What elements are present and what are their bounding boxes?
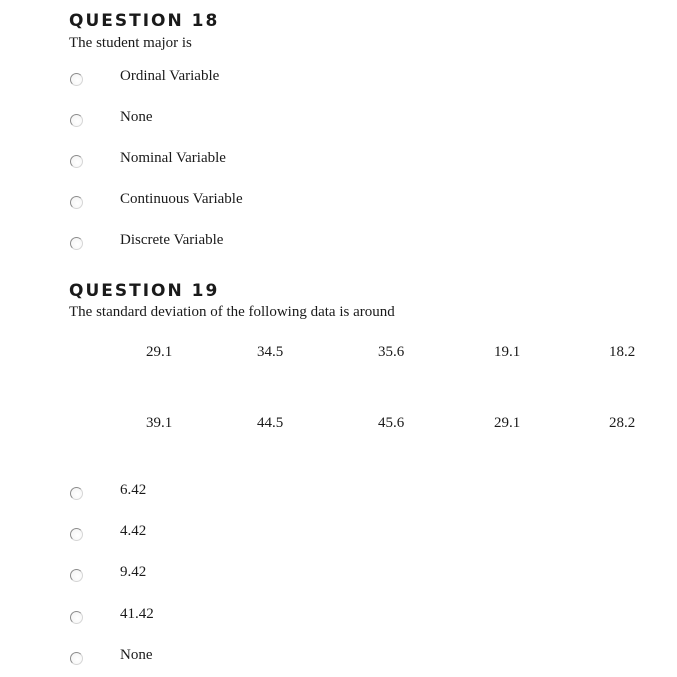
option-label: Continuous Variable [120,191,243,207]
radio-button[interactable] [70,569,83,582]
q18-option-discrete[interactable] [70,230,224,252]
q19-option-9-42[interactable] [70,562,147,584]
data-cell: 28.2 [609,415,636,431]
option-label: 41.42 [120,606,154,622]
option-label: 9.42 [120,564,147,580]
radio-button[interactable] [70,73,83,86]
data-cell: 18.2 [609,344,636,360]
data-cell: 39.1 [146,415,173,431]
q19-option-4-42[interactable] [70,521,147,543]
radio-button[interactable] [70,196,83,209]
radio-button[interactable] [70,528,83,541]
data-cell: 44.5 [257,415,284,431]
option-label: None [120,109,153,125]
radio-button[interactable] [70,114,83,127]
data-cell: 19.1 [494,344,521,360]
data-cell: 45.6 [378,415,405,431]
radio-button[interactable] [70,237,83,250]
option-label: Ordinal Variable [120,68,220,84]
question-19-text: The standard deviation of the following data is around [69,304,395,320]
option-label: Discrete Variable [120,232,224,248]
option-label: Nominal Variable [120,150,226,166]
option-label: None [120,647,153,663]
q18-option-continuous[interactable] [70,189,243,211]
q19-option-41-42[interactable] [70,604,154,626]
data-cell: 34.5 [257,344,284,360]
question-19-header: QUESTION 19 [69,281,220,301]
question-18-header: QUESTION 18 [69,11,220,31]
data-row-1 [0,344,677,362]
data-cell: 29.1 [146,344,173,360]
option-label: 4.42 [120,523,147,539]
q18-option-nominal[interactable] [70,148,226,170]
q19-option-6-42[interactable] [70,480,147,502]
q19-option-none[interactable] [70,645,153,667]
question-18-text: The student major is [69,35,192,51]
data-cell: 29.1 [494,415,521,431]
radio-button[interactable] [70,652,83,665]
radio-button[interactable] [70,487,83,500]
q18-option-none[interactable] [70,107,153,129]
radio-button[interactable] [70,155,83,168]
data-row-2 [0,415,677,433]
data-cell: 35.6 [378,344,405,360]
option-label: 6.42 [120,482,147,498]
q18-option-ordinal[interactable] [70,66,220,88]
radio-button[interactable] [70,611,83,624]
